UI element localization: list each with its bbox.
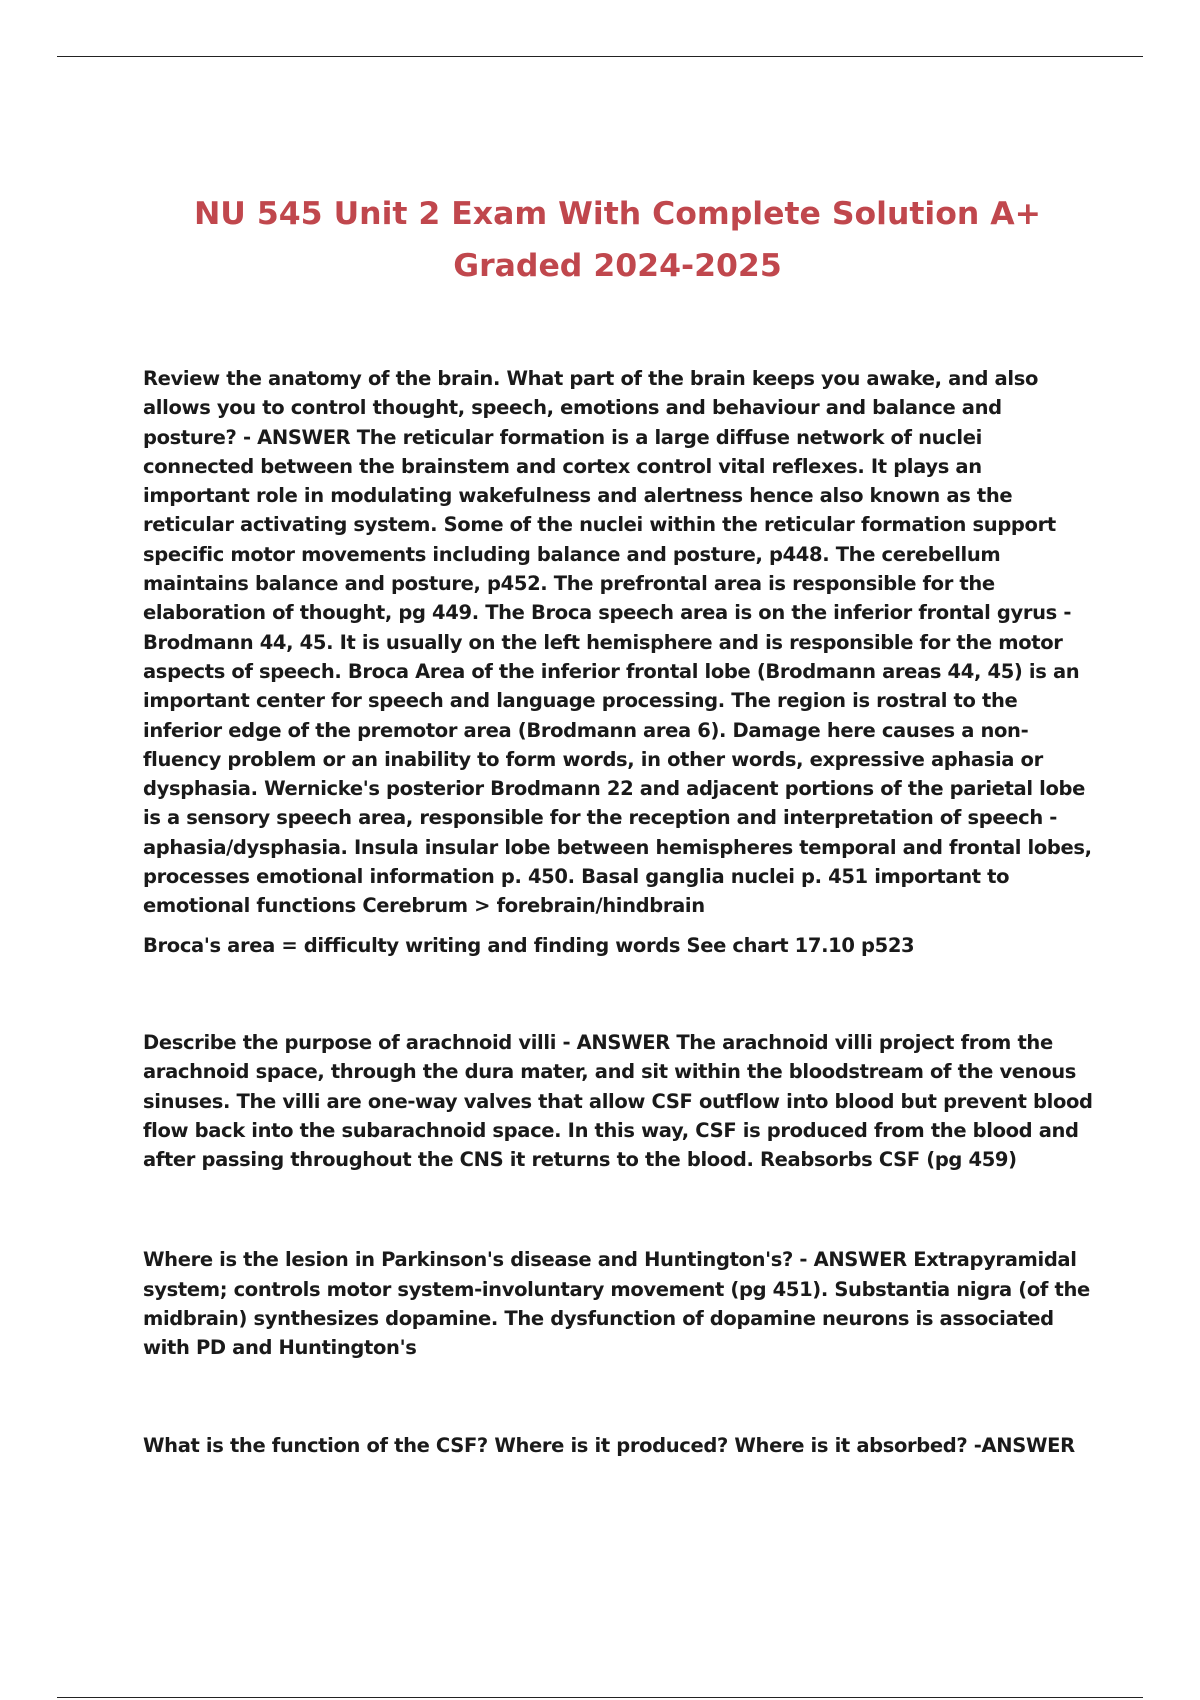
qa-paragraph-csf-function: What is the function of the CSF? Where is it produced? Where is it absorbed? -ANSWER <box>143 1433 1075 1457</box>
qa-paragraph-parkinsons-lesion: Where is the lesion in Parkinson's disease and Huntington's? - ANSWER Extrapyramidal system; controls motor system-involuntary movement (pg 451). Substantia nigra (of the midbrain) synthesizes dopamine. The dysfunction of dopamine neurons is associated with PD and Huntington's <box>143 1248 1090 1360</box>
qa-paragraph-brain-anatomy: Review the anatomy of the brain. What part of the brain keeps you awake, and also allows you to control thought, speech, emotions and behaviour and balance and posture? - ANSWER The reticular formation is a large diffuse network of nuclei connected between the brainstem and cortex control vital reflexes. It plays an important role in modulating wakefulness and alertness hence also known as the reticular activating system. Some of the nuclei within the reticular formation support specific motor movements including balance and posture, p448. The cerebellum maintains balance and posture, p452. The prefrontal area is responsible for the elaboration of thought, pg 449. The Broca speech area is on the inferior frontal gyrus - Brodmann 44, 45. It is usually on the left hemisphere and is responsible for the motor aspects of speech. Broca Area of the inferior frontal lobe (Brodmann areas 44, 45) is an important center for speech and language processing. The region is rostral to the inferior edge of the premotor area (Brodmann area 6). Damage here causes a non-fluency problem or an inability to form words, in other words, expressive aphasia or dysphasia. Wernicke's posterior Brodmann 22 and adjacent portions of the parietal lobe is a sensory speech area, responsible for the reception and interpretation of speech -aphasia/dysphasia. Insula insular lobe between hemispheres temporal and frontal lobes, processes emotional information p. 450. Basal ganglia nuclei p. 451 important to emotional functions Cerebrum > forebrain/hindbrain <box>143 367 1092 918</box>
title-line-2: Graded 2024-2025 <box>453 248 782 284</box>
title-line-1: NU 545 Unit 2 Exam With Complete Solution A+ <box>193 196 1042 232</box>
bottom-rule <box>57 1697 1143 1698</box>
document-title <box>0 188 1200 292</box>
document-body <box>143 364 1093 1460</box>
qa-paragraph-arachnoid-villi: Describe the purpose of arachnoid villi - ANSWER The arachnoid villi project from the arachnoid space, through the dura mater, and sit within the bloodstream of the venous sinuses. The villi are one-way valves that allow CSF outflow into blood but prevent blood flow back into the subarachnoid space. In this way, CSF is produced from the blood and after passing throughout the CNS it returns to the blood. Reabsorbs CSF (pg 459) <box>143 1030 1093 1172</box>
note-paragraph-broca: Broca's area = difficulty writing and finding words See chart 17.10 p523 <box>143 933 915 957</box>
top-rule <box>57 56 1143 57</box>
